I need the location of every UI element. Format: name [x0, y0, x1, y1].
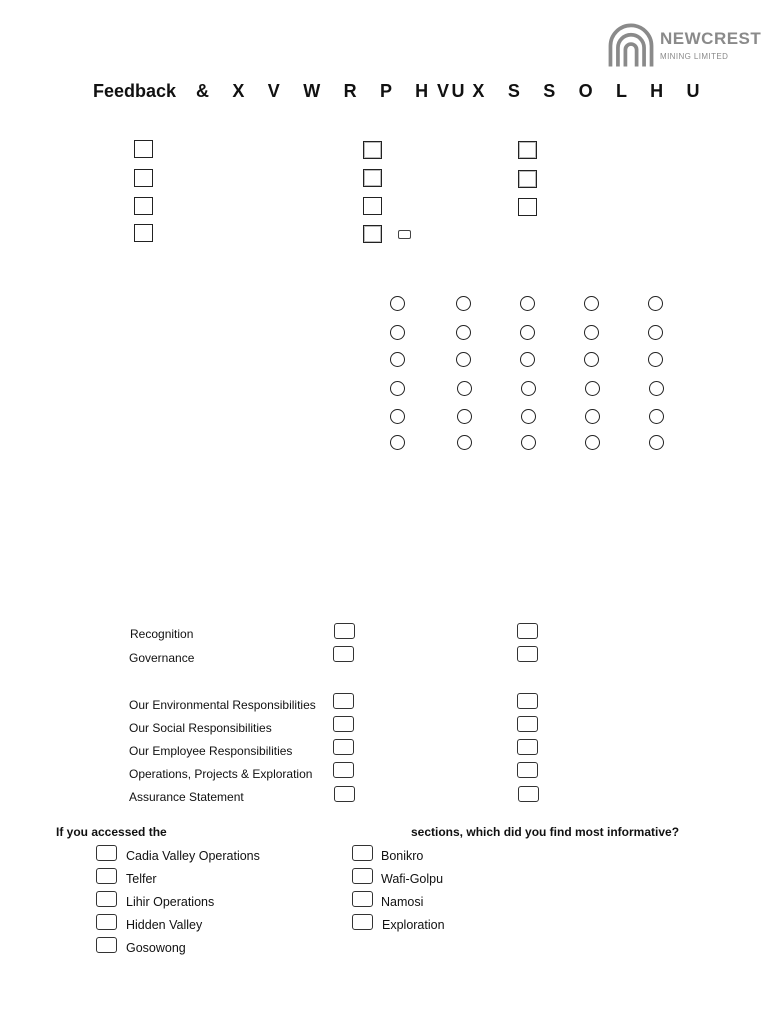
checkbox-environmental-b[interactable]	[517, 693, 538, 709]
radio-r1-c1[interactable]	[390, 296, 405, 311]
radio-r4-c1[interactable]	[390, 381, 405, 396]
site-label-wafi: Wafi-Golpu	[381, 872, 444, 886]
radio-r4-c2[interactable]	[457, 381, 472, 396]
radio-r4-c4[interactable]	[585, 381, 600, 396]
radio-r2-c2[interactable]	[456, 325, 471, 340]
section-label-environmental: Our Environmental Responsibilities	[129, 698, 316, 712]
checkbox-assurance-a[interactable]	[334, 786, 355, 802]
checkbox-operations-b[interactable]	[517, 762, 538, 778]
logo-wordmark	[660, 30, 761, 62]
radio-r4-c5[interactable]	[649, 381, 664, 396]
checkbox-col1-row1[interactable]	[134, 140, 153, 158]
site-label-bonikro: Bonikro	[381, 849, 424, 863]
checkbox-site-cadia[interactable]	[96, 845, 117, 861]
page-title-part-b: V X S S O L H U	[437, 81, 709, 101]
checkbox-col1-row4[interactable]	[134, 224, 153, 242]
checkbox-assurance-b[interactable]	[518, 786, 539, 802]
radio-r1-c2[interactable]	[456, 296, 471, 311]
radio-r6-c5[interactable]	[649, 435, 664, 450]
logo-name: NEWCREST	[660, 29, 762, 48]
section-label-assurance: Assurance Statement	[129, 790, 244, 804]
checkbox-recognition-a[interactable]	[334, 623, 355, 639]
checkbox-operations-a[interactable]	[333, 762, 354, 778]
checkbox-governance-b[interactable]	[517, 646, 538, 662]
checkbox-site-lihir[interactable]	[96, 891, 117, 907]
radio-r2-c3[interactable]	[520, 325, 535, 340]
checkbox-col2-row2[interactable]	[363, 169, 382, 187]
checkbox-site-hidden-valley[interactable]	[96, 914, 117, 930]
section-label-social: Our Social Responsibilities	[129, 721, 272, 735]
section-label-employee: Our Employee Responsibilities	[129, 744, 293, 758]
site-label-hidden-valley: Hidden Valley	[126, 918, 203, 932]
radio-r3-c4[interactable]	[584, 352, 599, 367]
checkbox-site-exploration[interactable]	[352, 914, 373, 930]
site-label-exploration: Exploration	[382, 918, 445, 932]
checkbox-recognition-b[interactable]	[517, 623, 538, 639]
radio-r2-c1[interactable]	[390, 325, 405, 340]
radio-r1-c4[interactable]	[584, 296, 599, 311]
site-label-gosowong: Gosowong	[126, 941, 186, 955]
radio-r1-c5[interactable]	[648, 296, 663, 311]
radio-r5-c1[interactable]	[390, 409, 405, 424]
radio-r3-c5[interactable]	[648, 352, 663, 367]
checkbox-col1-row2[interactable]	[134, 169, 153, 187]
radio-r2-c4[interactable]	[584, 325, 599, 340]
checkbox-employee-b[interactable]	[517, 739, 538, 755]
page-title-word: Feedback	[93, 81, 177, 101]
site-label-lihir: Lihir Operations	[126, 895, 215, 909]
radio-r3-c1[interactable]	[390, 352, 405, 367]
checkbox-social-a[interactable]	[333, 716, 354, 732]
checkbox-site-telfer[interactable]	[96, 868, 117, 884]
question-left: If you accessed the	[56, 825, 167, 839]
radio-r6-c1[interactable]	[390, 435, 405, 450]
checkbox-governance-a[interactable]	[333, 646, 354, 662]
checkbox-site-wafi[interactable]	[352, 868, 373, 884]
checkbox-col2-row1[interactable]	[363, 141, 382, 159]
checkbox-col2-row4-other[interactable]	[398, 230, 411, 239]
checkbox-site-bonikro[interactable]	[352, 845, 373, 861]
checkbox-col1-row3[interactable]	[134, 197, 153, 215]
radio-r3-c2[interactable]	[456, 352, 471, 367]
radio-r5-c3[interactable]	[521, 409, 536, 424]
checkbox-site-gosowong[interactable]	[96, 937, 117, 953]
checkbox-environmental-a[interactable]	[333, 693, 354, 709]
radio-r2-c5[interactable]	[648, 325, 663, 340]
logo-subtitle: MINING LIMITED	[660, 52, 729, 61]
radio-r1-c3[interactable]	[520, 296, 535, 311]
section-label-governance: Governance	[129, 651, 195, 665]
checkbox-col3-row2[interactable]	[518, 170, 537, 188]
radio-r4-c3[interactable]	[521, 381, 536, 396]
site-label-telfer: Telfer	[126, 872, 157, 886]
radio-r5-c2[interactable]	[457, 409, 472, 424]
site-label-namosi: Namosi	[381, 895, 424, 909]
radio-r6-c2[interactable]	[457, 435, 472, 450]
checkbox-col2-row3[interactable]	[363, 197, 382, 215]
checkbox-site-namosi[interactable]	[352, 891, 373, 907]
radio-r6-c3[interactable]	[521, 435, 536, 450]
site-label-cadia: Cadia Valley Operations	[126, 849, 260, 863]
radio-r6-c4[interactable]	[585, 435, 600, 450]
section-label-recognition: Recognition	[130, 627, 194, 641]
page-title-part-a: & X V W R P H U	[196, 81, 474, 101]
radio-r5-c5[interactable]	[649, 409, 664, 424]
checkbox-col3-row3[interactable]	[518, 198, 537, 216]
radio-r5-c4[interactable]	[585, 409, 600, 424]
checkbox-social-b[interactable]	[517, 716, 538, 732]
newcrest-logo-mark	[603, 20, 659, 70]
section-label-operations: Operations, Projects & Exploration	[129, 767, 313, 781]
radio-r3-c3[interactable]	[520, 352, 535, 367]
checkbox-col3-row1[interactable]	[518, 141, 537, 159]
question-right: sections, which did you find most informative?	[411, 825, 680, 839]
checkbox-employee-a[interactable]	[333, 739, 354, 755]
checkbox-col2-row4[interactable]	[363, 225, 382, 243]
